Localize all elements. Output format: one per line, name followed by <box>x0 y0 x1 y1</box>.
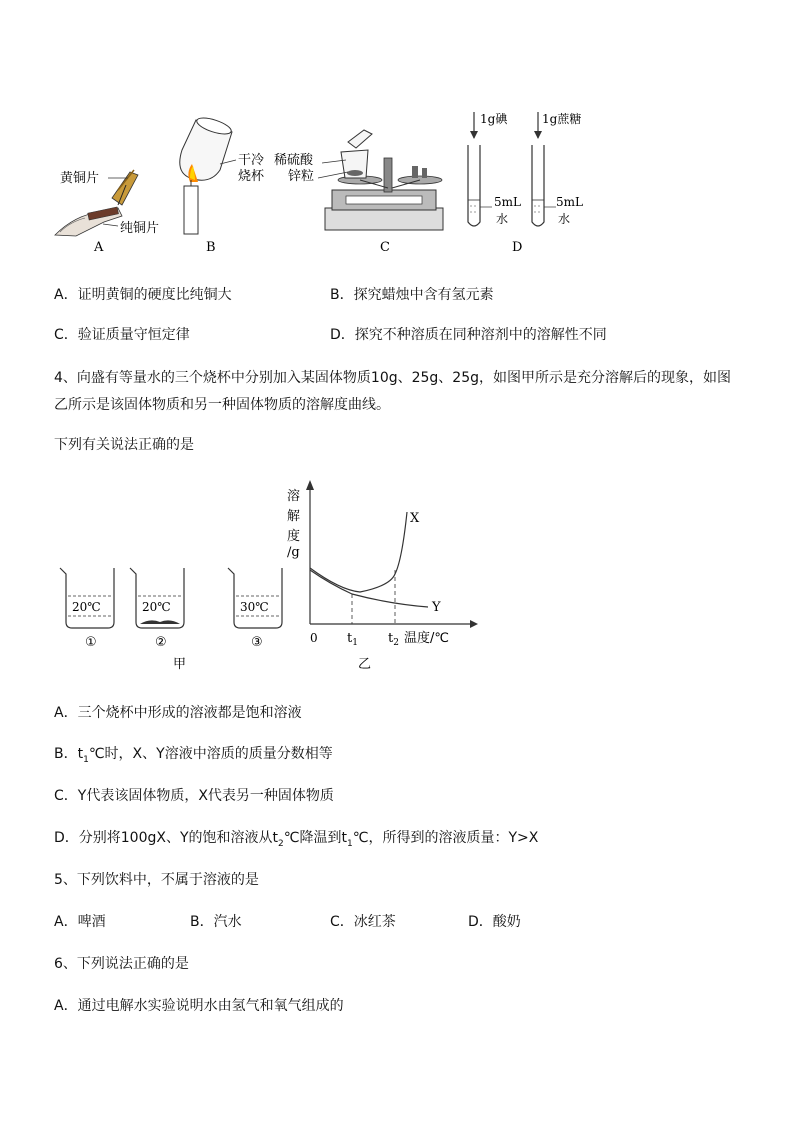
ylabel-1: 溶 <box>287 489 301 504</box>
curve-x-label: X <box>410 511 420 526</box>
beaker-2 <box>130 568 184 628</box>
q5-option-d: D．酸奶 <box>468 914 521 930</box>
q4-option-a: A．三个烧杯中形成的溶液都是饱和溶液 <box>54 705 302 721</box>
curve-y-label: Y <box>432 600 441 615</box>
figure-d-tube2-vol: 5mL <box>556 195 583 209</box>
q4-figures <box>0 470 794 680</box>
q3-figures <box>0 100 794 260</box>
figure-b-candle-beaker <box>180 115 236 234</box>
q3-option-b: B．探究蜡烛中含有氢元素 <box>330 287 494 303</box>
figure-c-caption: C <box>380 240 390 255</box>
figure-b-label-line2: 烧杯 <box>238 169 265 184</box>
figure-a-label-brass: 黄铜片 <box>60 171 100 186</box>
xlabel: 温度/℃ <box>404 631 449 646</box>
figure-d-tube1-vol: 5mL <box>494 195 521 209</box>
q3-option-d: D．探究不种溶质在同种溶剂中的溶解性不同 <box>330 327 607 343</box>
ylabel-4: /g <box>287 545 300 560</box>
figure-d-caption: D <box>512 240 523 255</box>
beaker-2-temp: 20℃ <box>142 600 171 614</box>
figure-c-label-zinc: 锌粒 <box>288 169 315 184</box>
figure-b-label-line1: 干冷 <box>238 153 265 168</box>
ylabel-2: 解 <box>287 509 301 524</box>
q6-option-a: A．通过电解水实验说明水由氢气和氧气组成的 <box>54 998 344 1014</box>
figure-yi-caption: 乙 <box>358 657 372 672</box>
q3-option-a: A．证明黄铜的硬度比纯铜大 <box>54 287 232 303</box>
beaker-1-temp: 20℃ <box>72 600 101 614</box>
figure-a-label-copper: 纯铜片 <box>120 221 160 236</box>
beaker-3-temp: 30℃ <box>240 600 269 614</box>
t1-label: $t_1$ <box>347 631 358 648</box>
q4-option-b: B．$t_1℃$时，X、Y溶液中溶质的质量分数相等 <box>54 746 333 765</box>
q5-option-b: B．汽水 <box>190 914 242 930</box>
figure-d-tube1-top: 1g碘 <box>480 112 508 126</box>
q4-stem-line2: 乙所示是该固体物质和另一种固体物质的溶解度曲线。 <box>54 397 390 413</box>
q5-option-a: A．啤酒 <box>54 914 106 930</box>
beaker-3 <box>228 568 282 628</box>
figure-c-label-acid: 稀硫酸 <box>274 153 314 168</box>
q5-stem: 5、下列饮料中，不属于溶液的是 <box>54 872 259 888</box>
origin-label: 0 <box>310 631 318 645</box>
q4-option-d: D．分别将100gX、Y的饱和溶液从$t_2℃$降温到$t_1℃$，所得到的溶液质量：Y>X <box>54 830 539 849</box>
ylabel-3: 度 <box>287 529 301 544</box>
q4-stem-line1: 4、向盛有等量水的三个烧杯中分别加入某固体物质10g、25g、25g，如图甲所示是充分溶解后的现象，如图 <box>54 370 732 386</box>
beaker-1-number: ① <box>85 635 97 650</box>
t2-label: $t_2$ <box>388 631 399 648</box>
q4-option-c: C．Y代表该固体物质，X代表另一种固体物质 <box>54 788 334 804</box>
figure-c-balance <box>318 130 443 230</box>
figure-d-tube1-liquid: 水 <box>496 212 509 226</box>
solubility-graph <box>306 480 478 628</box>
beaker-3-number: ③ <box>251 635 263 650</box>
curve-y <box>310 570 428 607</box>
beaker-2-number: ② <box>155 635 167 650</box>
q5-option-c: C．冰红茶 <box>330 914 396 930</box>
figure-jia-caption: 甲 <box>173 657 187 672</box>
figure-b-caption: B <box>206 240 216 255</box>
q3-option-c: C．验证质量守恒定律 <box>54 327 190 343</box>
q6-stem: 6、下列说法正确的是 <box>54 956 189 972</box>
figure-d-tube2-top: 1g蔗糖 <box>542 112 582 126</box>
beaker-1 <box>60 568 114 628</box>
q4-prompt: 下列有关说法正确的是 <box>54 437 194 453</box>
figure-a-caption: A <box>94 240 104 255</box>
figure-d-tube2-liquid: 水 <box>558 212 571 226</box>
